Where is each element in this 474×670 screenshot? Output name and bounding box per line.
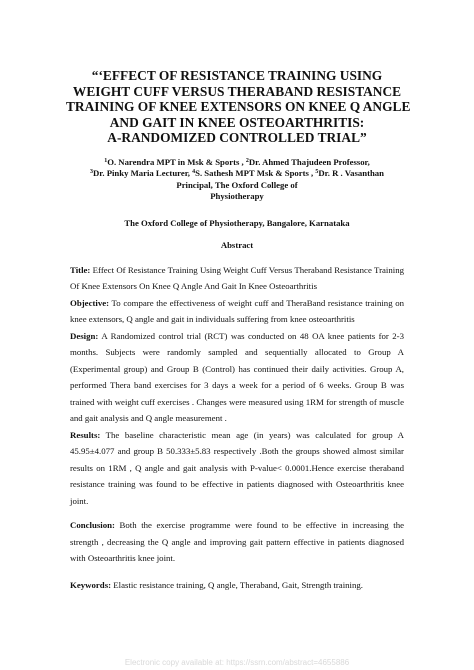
author-text: O. Narendra MPT in Msk & Sports , — [107, 156, 246, 167]
title-line: AND GAIT IN KNEE OSTEOARTHRITIS: — [109, 114, 365, 130]
affiliation-mark: 1 — [104, 157, 108, 164]
abstract-objective — [70, 295, 404, 328]
abstract-title — [70, 262, 404, 295]
paper-title — [66, 68, 411, 146]
author-text: Dr. R . Vasanthan — [318, 168, 384, 179]
author-text: Dr. Pinky Maria Lecturer, — [93, 168, 193, 179]
title-line: “‘EFFECT OF RESISTANCE TRAINING USING — [91, 68, 383, 83]
section-text: To compare the effectiveness of weight cuff and TheraBand resistance training on knee extensors, Q angle and gait in individuals suffering from knee osteoarthritis — [70, 297, 404, 325]
section-text: The baseline characteristic mean age (in years) was calculated for group A 45.95±4.077 and group B 50.333±5.83 respectively .Both the groups showed almost similar results on 1RM , Q angle and gait analysis with P-value< 0.0001.Hence exercise theraband resistance training was found to be effective in patients diagnosed with Osteoarthritis knee joint. — [70, 429, 404, 506]
section-text: Effect Of Resistance Training Using Weight Cuff Versus Theraband Resistance Training Of Knee Extensors On Knee Q Angle And Gait In Knee Osteoarthritis — [70, 264, 404, 292]
author-line: Physiotherapy — [210, 191, 264, 202]
section-text: Both the exercise programme were found to be effective in increasing the strength , decreasing the Q angle and improving gait pattern effective in patients diagnosed with Osteoarthritis knee joint. — [70, 520, 404, 564]
section-label: Keywords: — [70, 579, 112, 590]
ssrn-footer[interactable]: Electronic copy available at: https://ssrn.com/abstract=4655886 — [124, 658, 350, 667]
abstract-conclusion — [70, 517, 404, 567]
affiliation-mark: 2 — [245, 157, 249, 164]
abstract-design — [70, 328, 404, 427]
abstract-results — [70, 427, 404, 510]
abstract-keywords — [70, 577, 404, 594]
section-text: Elastic resistance training, Q angle, Theraband, Gait, Strength training. — [111, 579, 363, 590]
author-line: Principal, The Oxford College of — [176, 179, 298, 190]
author-line — [62, 168, 412, 180]
affiliation-mark: 3 — [90, 169, 94, 176]
section-text: A Randomized control trial (RCT) was conducted on 48 OA knee patients for 2-3 months. Subjects were randomly sampled and sequentially allocated to Group A (Experimental group) and Group B (Control) has continued their daily activities. Group A, performed Thera band exercises for 3 days a week for a period of 6 weeks. Group B was trained with weight cuff exercises . Changes were measured using 1RM for strength of muscle and gait analysis and Q angle measurement . — [70, 330, 404, 424]
author-text: S. Sathesh MPT Msk & Sports , — [195, 168, 316, 179]
author-text: Dr. Ahmed Thajudeen Professor, — [248, 156, 370, 167]
author-line — [62, 157, 412, 169]
title-line: A-RANDOMIZED CONTROLLED TRIAL” — [107, 130, 367, 146]
section-label: Results: — [70, 429, 101, 440]
affiliation-mark: 4 — [192, 169, 196, 176]
abstract-heading: Abstract — [220, 239, 254, 250]
section-label: Title: — [70, 264, 91, 275]
section-label: Conclusion: — [70, 520, 115, 531]
section-label: Objective: — [70, 297, 110, 308]
author-list — [62, 157, 412, 203]
title-line: TRAINING OF KNEE EXTENSORS ON KNEE Q ANGLE — [66, 99, 411, 115]
section-label: Design: — [70, 330, 99, 341]
institution: The Oxford College of Physiotherapy, Bangalore, Karnataka — [124, 217, 350, 228]
affiliation-mark: 5 — [315, 169, 319, 176]
title-line: WEIGHT CUFF VERSUS THERABAND RESISTANCE — [72, 83, 402, 99]
